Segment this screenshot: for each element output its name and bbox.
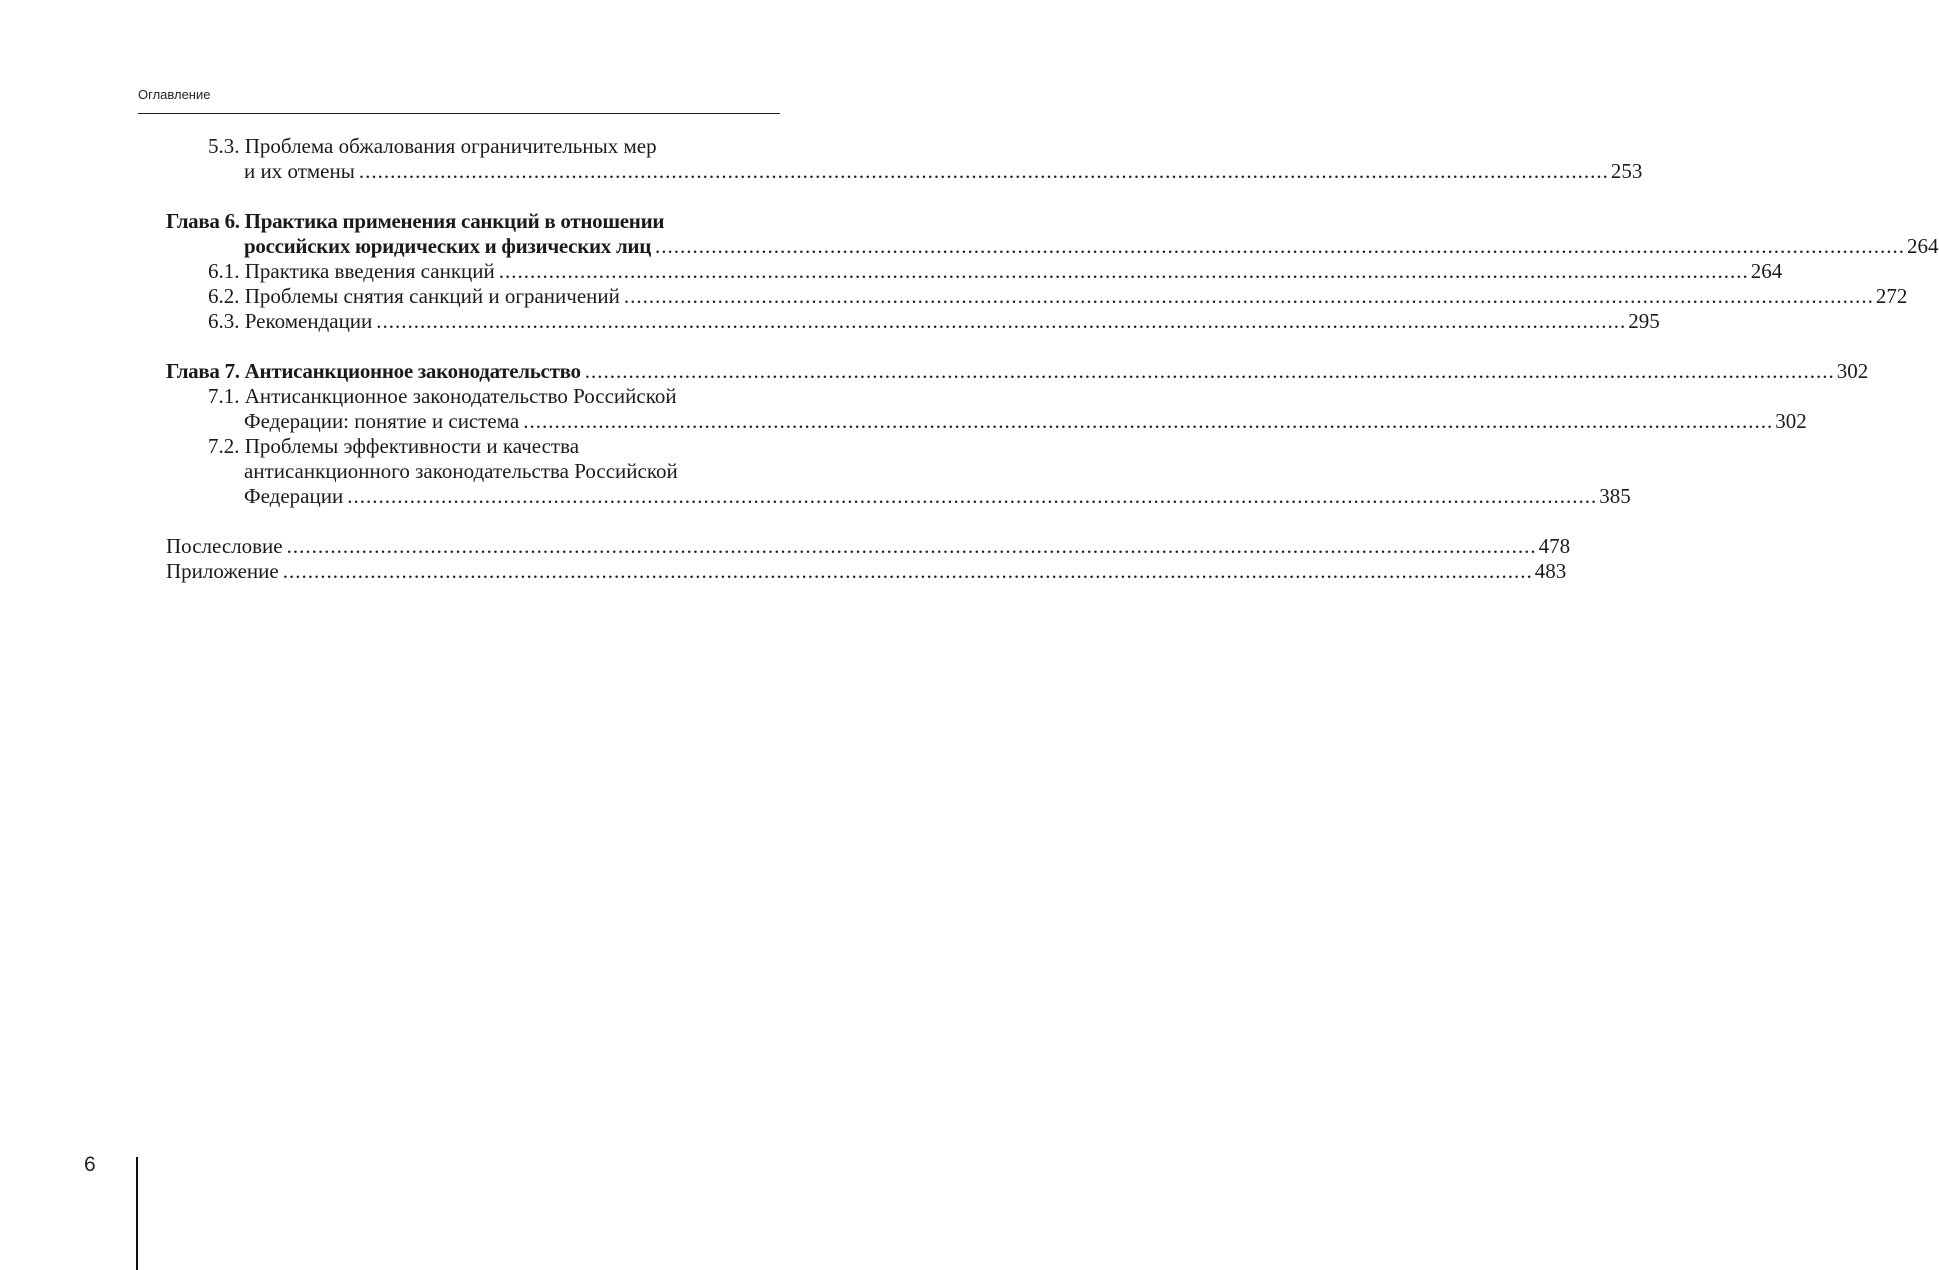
toc-entry-number: 6.2. xyxy=(208,284,240,308)
toc-entry-number: 5.3. xyxy=(208,134,240,158)
toc-entry-title: Проблемы снятия санкций и ограничений xyxy=(244,284,620,308)
page-number: 6 xyxy=(84,1153,96,1176)
toc-chapter-6 xyxy=(166,209,1939,259)
toc-page-number: 264 xyxy=(1907,234,1939,258)
toc-page-number: 253 xyxy=(1610,159,1643,183)
leader-dots: ........................................................................................................................................................................................................ xyxy=(282,559,1533,583)
toc-entry-6-3 xyxy=(166,309,1660,334)
toc-entry-title-cont: Федерации xyxy=(244,484,344,508)
toc-page-number: 302 xyxy=(1836,359,1869,383)
toc-entry-title: Проблема обжалования ограничительных мер xyxy=(244,134,657,158)
leader-dots: ........................................................................................................................................................................................................ xyxy=(347,484,1598,508)
toc-chapter-7 xyxy=(166,359,1869,384)
toc-entry-appendix xyxy=(166,559,1567,584)
toc-entry-number: 6.3. xyxy=(208,309,240,333)
toc-entry-title: Рекомендации xyxy=(244,309,373,333)
toc-entry-title: Приложение xyxy=(166,559,279,583)
toc-page-number: 385 xyxy=(1599,484,1631,508)
toc-page-number: 478 xyxy=(1538,534,1571,558)
leader-dots: ........................................................................................................................................................................................................ xyxy=(358,159,1609,183)
toc-page-number: 295 xyxy=(1628,309,1660,333)
folio-rule xyxy=(136,1157,138,1270)
leader-dots: ........................................................................................................................................................................................................ xyxy=(498,259,1749,283)
leader-dots: ........................................................................................................................................................................................................ xyxy=(286,534,1537,558)
toc-entry-title: Проблемы эффективности и качества xyxy=(244,434,580,458)
toc-entry-6-2 xyxy=(166,284,1908,309)
toc-page-number: 302 xyxy=(1775,409,1807,433)
toc-chapter-title: Глава 7. Антисанкционное законодательство xyxy=(166,359,581,383)
toc-page-number: 272 xyxy=(1875,284,1908,308)
toc-page-number: 483 xyxy=(1534,559,1567,583)
toc-entry-7-2 xyxy=(166,434,1631,509)
toc-entry-7-1 xyxy=(166,384,1807,434)
running-head: Оглавление xyxy=(138,87,211,102)
leader-dots: ........................................................................................................................................................................................................ xyxy=(655,234,1906,258)
toc-entry-title: Послесловие xyxy=(166,534,283,558)
toc-entry-6-1 xyxy=(166,259,1783,284)
leader-dots: ........................................................................................................................................................................................................ xyxy=(584,359,1835,383)
table-of-contents xyxy=(166,134,1939,584)
toc-entry-number: 7.1. xyxy=(208,384,240,408)
toc-entry-title-cont: антисанкционного законодательства Российской xyxy=(244,459,678,483)
toc-entry-title: Антисанкционное законодательство Российской xyxy=(244,384,677,408)
toc-page-number: 264 xyxy=(1750,259,1783,283)
toc-chapter-title: Глава 6. Практика применения санкций в отношении xyxy=(166,209,665,233)
toc-entry-title-cont: Федерации: понятие и система xyxy=(244,409,520,433)
toc-entry-5-3 xyxy=(166,134,1643,184)
header-rule xyxy=(138,113,780,114)
leader-dots: ........................................................................................................................................................................................................ xyxy=(376,309,1627,333)
toc-entry-title: Практика введения санкций xyxy=(244,259,495,283)
toc-chapter-title-cont: российских юридических и физических лиц xyxy=(244,234,652,258)
leader-dots: ........................................................................................................................................................................................................ xyxy=(523,409,1774,433)
leader-dots: ........................................................................................................................................................................................................ xyxy=(623,284,1874,308)
toc-entry-afterword xyxy=(166,534,1571,559)
toc-entry-number: 7.2. xyxy=(208,434,240,458)
toc-entry-title-cont: и их отмены xyxy=(244,159,355,183)
toc-entry-number: 6.1. xyxy=(208,259,240,283)
